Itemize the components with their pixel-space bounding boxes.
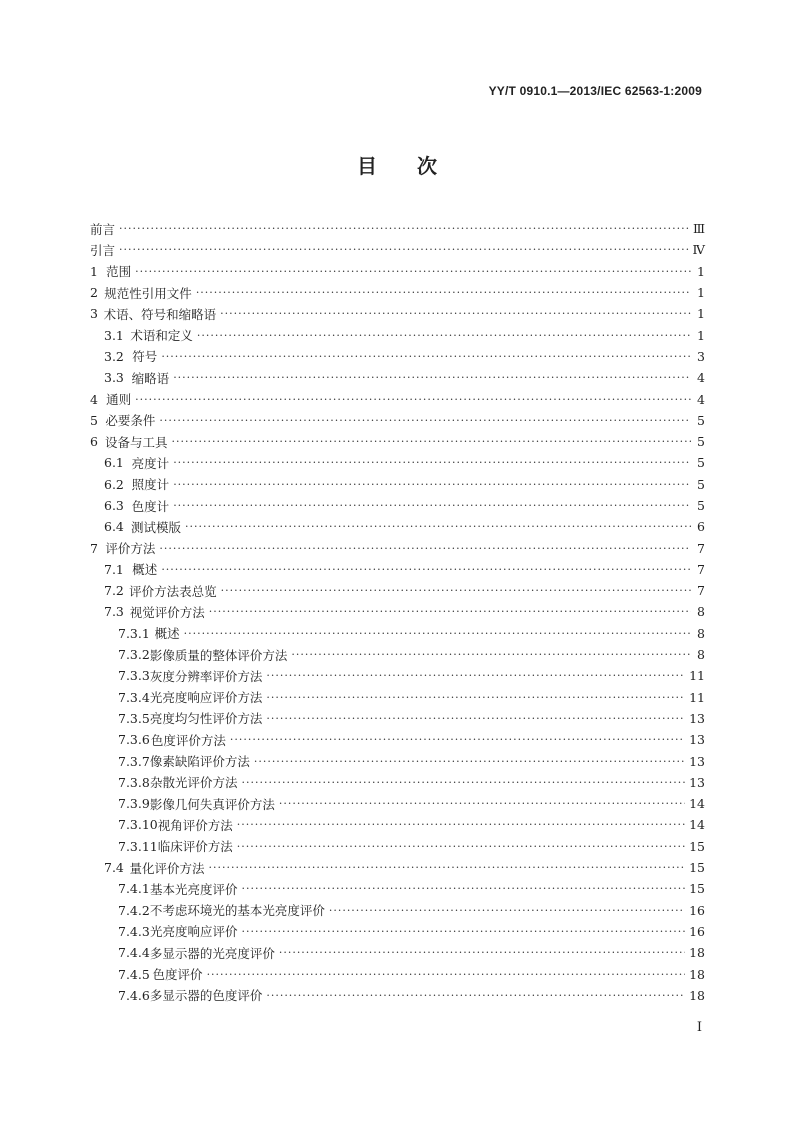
toc-entry-number: 7.3.6 — [118, 732, 150, 748]
toc-entry-label: 视角评价方法 — [157, 817, 233, 833]
toc-entry-number: 7.3.11 — [118, 838, 158, 854]
toc-leader-dots — [207, 968, 686, 981]
toc-leader-dots — [221, 584, 691, 597]
toc-entry-number: 7.3.5 — [118, 710, 150, 726]
toc-entry-number: 7.3.2 — [118, 647, 150, 663]
title-char-2: 次 — [417, 154, 437, 178]
toc-entry[interactable] — [90, 218, 705, 239]
toc-leader-dots — [184, 627, 691, 640]
toc-entry[interactable] — [90, 495, 705, 516]
toc-entry-number: 7.4 — [104, 860, 124, 876]
toc-entry-label: 基本光亮度评价 — [150, 881, 238, 897]
toc-entry-page: 14 — [689, 817, 705, 833]
toc-entry-number: 3 — [90, 306, 98, 322]
toc-entry-page: 5 — [697, 434, 705, 450]
toc-entry-number: 3.1 — [104, 327, 124, 343]
toc-entry[interactable] — [90, 580, 705, 601]
toc-entry[interactable] — [90, 452, 705, 473]
toc-entry-number: 7.3.3 — [118, 668, 150, 684]
toc-entry-page: 5 — [697, 498, 705, 513]
toc-entry-page: 13 — [689, 710, 705, 726]
page-number: I — [696, 1020, 702, 1035]
toc-entry-number: 7.3 — [104, 604, 124, 620]
toc-entry-page: 15 — [689, 881, 705, 897]
toc-entry[interactable] — [90, 388, 705, 409]
toc-entry-page: 4 — [697, 370, 705, 386]
toc-entry-label: 概述 — [154, 626, 180, 642]
toc-entry-label: 色度评价 — [152, 967, 203, 983]
toc-leader-dots — [173, 456, 691, 469]
toc-leader-dots — [279, 797, 685, 810]
toc-entry-number: 7.4.6 — [118, 987, 150, 1003]
toc-leader-dots — [242, 925, 686, 938]
toc-leader-dots — [135, 393, 691, 406]
toc-entry[interactable] — [90, 474, 705, 495]
toc-entry-label: 色度评价方法 — [150, 732, 226, 748]
toc-entry-number: 6.4 — [104, 519, 124, 535]
toc-entry-page: Ⅳ — [692, 242, 705, 258]
toc-entry-number: 7.4.3 — [118, 923, 150, 939]
toc-leader-dots — [173, 371, 691, 384]
toc-entry-number: 7.3.7 — [118, 753, 150, 769]
toc-entry-page: 8 — [697, 604, 705, 620]
toc-entry-number: 7.4.5 — [118, 966, 150, 982]
toc-entry-number: 6.1 — [104, 455, 124, 471]
toc-entry[interactable] — [90, 921, 705, 942]
toc-leader-dots — [279, 946, 685, 959]
toc-entry-label: 概述 — [132, 562, 158, 578]
toc-leader-dots — [230, 733, 685, 746]
toc-entry-page: 11 — [689, 689, 705, 705]
toc-entry[interactable] — [90, 367, 705, 388]
toc-leader-dots — [266, 989, 685, 1002]
toc-entry-number: 5 — [90, 412, 98, 428]
toc-leader-dots — [291, 648, 691, 661]
toc-entry-page: 7 — [697, 561, 705, 577]
toc-entry[interactable] — [90, 942, 705, 963]
toc-entry-page: 5 — [697, 455, 705, 471]
toc-entry[interactable] — [90, 282, 705, 303]
toc-entry[interactable] — [90, 857, 705, 878]
toc-entry-label: 多显示器的光亮度评价 — [149, 945, 275, 961]
toc-entry-number: 3.3 — [104, 370, 124, 386]
toc-entry-number: 6.2 — [104, 476, 124, 492]
toc-leader-dots — [242, 776, 686, 789]
toc-entry-page: 15 — [689, 838, 705, 854]
toc-entry[interactable] — [90, 750, 705, 771]
toc-entry-number: 7.3.4 — [118, 689, 150, 705]
toc-entry-label: 引言 — [90, 242, 116, 258]
toc-entry-page: 16 — [689, 923, 705, 939]
toc-entry-label: 术语和定义 — [130, 328, 193, 344]
toc-entry[interactable] — [90, 410, 705, 431]
toc-entry-page: 5 — [697, 476, 705, 492]
toc-leader-dots — [266, 712, 685, 725]
toc-entry-label: 色度计 — [131, 498, 170, 514]
toc-leader-dots — [173, 499, 691, 512]
title-char-1: 目 — [357, 154, 377, 178]
toc-leader-dots — [161, 563, 691, 576]
toc-entry-page: 6 — [697, 519, 705, 535]
toc-entry[interactable] — [90, 303, 705, 324]
toc-leader-dots — [266, 669, 685, 682]
toc-entry-number: 7.3.8 — [118, 774, 150, 790]
toc-entry[interactable] — [90, 261, 705, 282]
toc-entry[interactable] — [90, 878, 705, 899]
toc-entry-label: 术语、符号和缩略语 — [103, 306, 217, 322]
toc-entry-label: 影像质量的整体评价方法 — [149, 647, 288, 663]
toc-leader-dots — [119, 243, 688, 256]
toc-leader-dots — [197, 329, 691, 342]
toc-leader-dots — [135, 265, 691, 278]
toc-entry-label: 视觉评价方法 — [129, 604, 205, 620]
toc-entry-label: 前言 — [90, 221, 116, 237]
toc-entry-label: 亮度计 — [131, 455, 170, 471]
toc-entry-label: 多显示器的色度评价 — [149, 988, 263, 1004]
toc-entry[interactable] — [90, 516, 705, 537]
toc-leader-dots — [172, 435, 691, 448]
toc-entry-number: 4 — [90, 391, 98, 407]
toc-entry-page: Ⅲ — [692, 221, 705, 237]
toc-entry-label: 灰度分辨率评价方法 — [149, 668, 263, 684]
toc-entry-label: 照度计 — [131, 477, 170, 493]
toc-entry[interactable] — [90, 324, 705, 345]
toc-entry-page: 16 — [689, 902, 705, 918]
toc-entry-label: 像素缺陷评价方法 — [149, 754, 250, 770]
toc-entry[interactable] — [90, 559, 705, 580]
toc-leader-dots — [242, 882, 686, 895]
toc-entry-page: 11 — [689, 668, 705, 684]
toc-entry-page: 7 — [697, 583, 705, 599]
toc-entry-page: 13 — [689, 774, 705, 790]
toc-entry[interactable] — [90, 814, 705, 835]
toc-leader-dots — [173, 478, 691, 491]
toc-entry[interactable] — [90, 772, 705, 793]
toc-entry-label: 杂散光评价方法 — [150, 775, 238, 791]
toc-entry[interactable] — [90, 985, 705, 1006]
toc-entry[interactable] — [90, 644, 705, 665]
toc-entry-label: 亮度均匀性评价方法 — [149, 711, 263, 727]
toc-entry[interactable] — [90, 601, 705, 622]
toc-entry-page: 4 — [697, 391, 705, 407]
toc-entry-label: 测试模版 — [131, 519, 182, 535]
toc-entry-page: 5 — [697, 412, 705, 428]
toc-entry-page: 8 — [697, 647, 705, 663]
toc-entry-page: 18 — [689, 987, 705, 1003]
toc-entry[interactable] — [90, 665, 705, 686]
toc-entry-page: 13 — [689, 732, 705, 748]
toc-leader-dots — [185, 520, 691, 533]
toc-entry-page: 1 — [697, 306, 705, 322]
toc-entry-label: 通则 — [106, 392, 132, 408]
toc-entry-label: 光亮度响应评价 — [150, 924, 238, 940]
toc-entry-label: 必要条件 — [105, 413, 156, 429]
toc-entry[interactable] — [90, 537, 705, 558]
toc-leader-dots — [209, 605, 691, 618]
toc-entry-label: 光亮度响应评价方法 — [149, 690, 263, 706]
standard-number-header: YY/T 0910.1—2013/IEC 62563-1:2009 — [488, 84, 702, 98]
toc-entry-page: 7 — [697, 540, 705, 556]
toc-entry-number: 7.3.10 — [118, 817, 158, 833]
toc-entry-page: 13 — [689, 753, 705, 769]
toc-entry-label: 缩略语 — [131, 370, 170, 386]
toc-entry-label: 临床评价方法 — [157, 839, 233, 855]
toc-leader-dots — [237, 840, 685, 853]
toc-entry-number: 7.4.1 — [118, 881, 150, 897]
toc-leader-dots — [237, 818, 685, 831]
toc-entry[interactable] — [90, 708, 705, 729]
toc-entry-number: 7.1 — [104, 561, 124, 577]
toc-entry[interactable] — [90, 431, 705, 452]
toc-entry-label: 范围 — [106, 264, 132, 280]
toc-entry[interactable] — [90, 900, 705, 921]
toc-entry-number: 7.3.9 — [118, 796, 150, 812]
toc-leader-dots — [220, 307, 691, 320]
toc-entry-number: 6.3 — [104, 498, 124, 513]
toc-entry-page: 18 — [689, 966, 705, 982]
page-title — [0, 150, 794, 179]
toc-entry-number: 2 — [90, 285, 98, 301]
table-of-contents — [90, 218, 705, 1006]
toc-entry-number: 1 — [90, 263, 98, 279]
toc-leader-dots — [161, 350, 691, 363]
toc-entry[interactable] — [90, 346, 705, 367]
toc-entry-number: 3.2 — [104, 348, 124, 364]
toc-entry[interactable] — [90, 687, 705, 708]
toc-entry-number: 6 — [90, 434, 98, 450]
toc-entry-label: 符号 — [132, 349, 158, 365]
toc-entry-label: 不考虑环境光的基本光亮度评价 — [149, 903, 325, 919]
toc-leader-dots — [159, 414, 691, 427]
toc-leader-dots — [159, 542, 691, 555]
toc-entry-page: 1 — [697, 285, 705, 301]
toc-entry-label: 设备与工具 — [105, 434, 168, 450]
toc-entry-number: 7.4.4 — [118, 945, 150, 961]
toc-entry-page: 8 — [697, 625, 705, 641]
toc-entry-label: 影像几何失真评价方法 — [149, 796, 275, 812]
toc-entry-page: 18 — [689, 945, 705, 961]
toc-entry-label: 规范性引用文件 — [104, 285, 192, 301]
toc-entry-number: 7.4.2 — [118, 902, 150, 918]
toc-entry-page: 3 — [697, 348, 705, 364]
toc-entry-page: 1 — [697, 263, 705, 279]
toc-leader-dots — [119, 222, 689, 235]
toc-leader-dots — [329, 904, 685, 917]
toc-leader-dots — [196, 286, 691, 299]
toc-leader-dots — [208, 861, 685, 874]
toc-entry[interactable] — [90, 793, 705, 814]
toc-entry-label: 量化评价方法 — [129, 860, 205, 876]
toc-entry-page: 14 — [689, 796, 705, 812]
toc-entry[interactable] — [90, 963, 705, 984]
toc-entry-number: 7 — [90, 540, 98, 556]
toc-entry-number: 7.2 — [104, 583, 124, 599]
toc-entry[interactable] — [90, 729, 705, 750]
toc-entry[interactable] — [90, 836, 705, 857]
toc-entry-label: 评价方法表总览 — [129, 583, 217, 599]
toc-entry-number: 7.3.1 — [118, 625, 150, 641]
toc-leader-dots — [254, 755, 685, 768]
toc-entry[interactable] — [90, 623, 705, 644]
toc-entry-label: 评价方法 — [105, 541, 156, 557]
toc-entry-page: 1 — [697, 327, 705, 343]
toc-entry[interactable] — [90, 239, 705, 260]
toc-leader-dots — [266, 691, 685, 704]
toc-entry-page: 15 — [689, 860, 705, 876]
